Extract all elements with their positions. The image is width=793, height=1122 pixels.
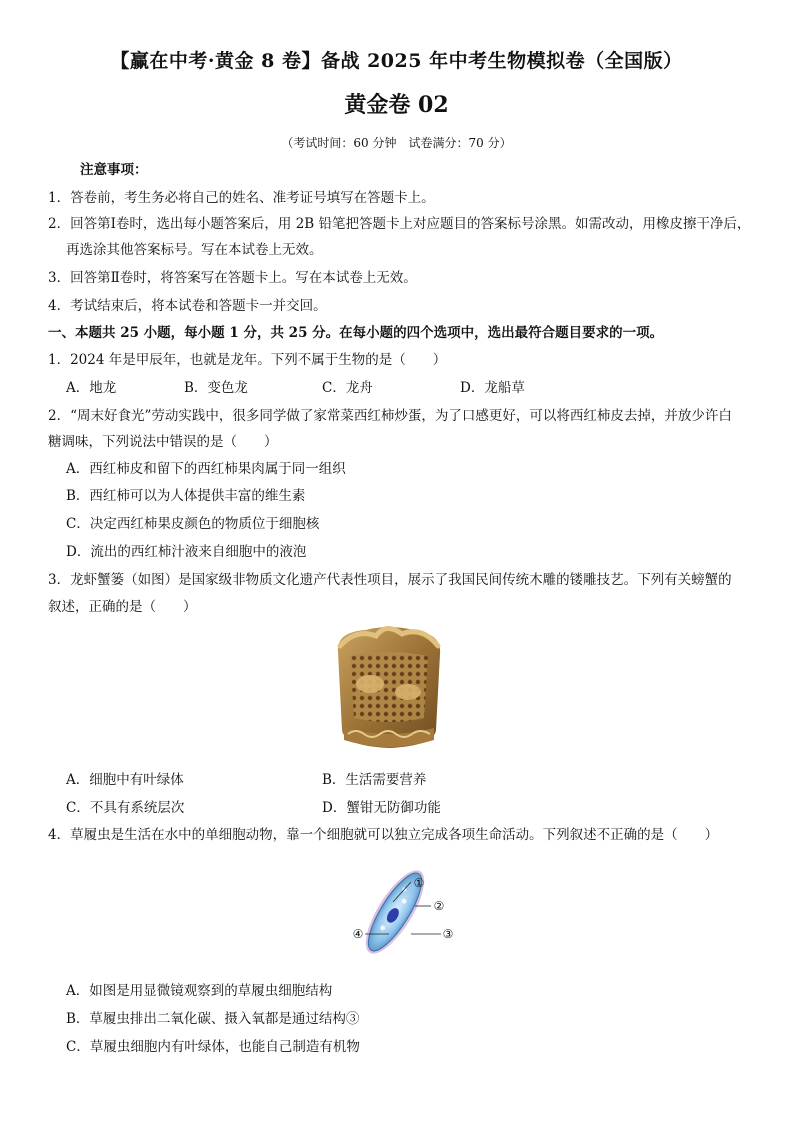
note-item: 再选涂其他答案标号。写在本试卷上无效。 [66, 242, 323, 258]
section-heading: 一、本题共 25 小题，每小题 1 分，共 25 分。在每小题的四个选项中，选出最符合题目要求的一项。 [48, 325, 664, 341]
note-item: 1．答卷前，考生务必将自己的姓名、准考证号填写在答题卡上。 [48, 190, 435, 206]
label-2: ② [433, 899, 445, 913]
notes-heading: 注意事项： [80, 162, 148, 178]
question-2-option-c: C．决定西红柿果皮颜色的物质位于细胞核 [66, 516, 320, 532]
note-item: 3．回答第Ⅱ卷时，将答案写在答题卡上。写在本试卷上无效。 [48, 270, 417, 286]
question-2-option-a: A．西红柿皮和留下的西红柿果肉属于同一组织 [66, 461, 346, 477]
question-1-option-a: A．地龙 [66, 380, 117, 396]
question-1-option-b: B．变色龙 [184, 380, 248, 396]
question-3-option-a: A．细胞中有叶绿体 [66, 772, 184, 788]
label-4: ④ [352, 927, 364, 941]
question-4-option-a: A．如图是用显微镜观察到的草履虫细胞结构 [66, 983, 333, 999]
paramecium-diagram [345, 858, 461, 964]
exam-title: 【赢在中考·黄金 8 卷】备战 2025 年中考生物模拟卷（全国版） [110, 50, 683, 72]
question-3-option-c: C．不具有系统层次 [66, 800, 185, 816]
crab-basket-carving-image [326, 622, 452, 760]
label-1: ① [413, 876, 425, 890]
note-item: 4．考试结束后，将本试卷和答题卡一并交回。 [48, 298, 327, 314]
question-3-option-d: D．蟹钳无防御功能 [322, 800, 441, 816]
question-1-option-c: C．龙舟 [322, 380, 373, 396]
question-2-stem-cont: 糖调味，下列说法中错误的是（ ） [48, 434, 278, 450]
question-3-stem: 3．龙虾蟹篓（如图）是国家级非物质文化遗产代表性项目，展示了我国民间传统木雕的镂雕技艺。下列有关螃蟹的 [48, 572, 732, 588]
question-4-stem: 4．草履虫是生活在水中的单细胞动物，靠一个细胞就可以独立完成各项生命活动。下列叙述不正确的是（ ） [48, 827, 719, 843]
question-4-option-c: C．草履虫细胞内有叶绿体，也能自己制造有机物 [66, 1039, 360, 1055]
note-item: 2．回答第Ⅰ卷时，选出每小题答案后，用 2B 铅笔把答题卡上对应题目的答案标号涂黑。如需改动，用橡皮擦干净后， [48, 216, 751, 232]
question-2-option-d: D．流出的西红柿汁液来自细胞中的液泡 [66, 544, 307, 560]
exam-info: （考试时间：60 分钟 试卷满分：70 分） [281, 136, 512, 150]
exam-subtitle: 黄金卷 02 [344, 92, 449, 118]
question-2-stem: 2．“周末好食光”劳动实践中，很多同学做了家常菜西红柿炒蛋，为了口感更好，可以将西红柿皮去掉，并放少许白 [48, 408, 732, 424]
question-3-option-b: B．生活需要营养 [322, 772, 427, 788]
question-2-option-b: B．西红柿可以为人体提供丰富的维生素 [66, 488, 306, 504]
question-1-option-d: D．龙船草 [460, 380, 525, 396]
question-4-option-b: B．草履虫排出二氧化碳、摄入氧都是通过结构③ [66, 1011, 360, 1027]
label-3: ③ [442, 927, 454, 941]
question-3-stem-cont: 叙述，正确的是（ ） [48, 599, 197, 615]
question-1-stem: 1．2024 年是甲辰年，也就是龙年。下列不属于生物的是（ ） [48, 352, 447, 368]
